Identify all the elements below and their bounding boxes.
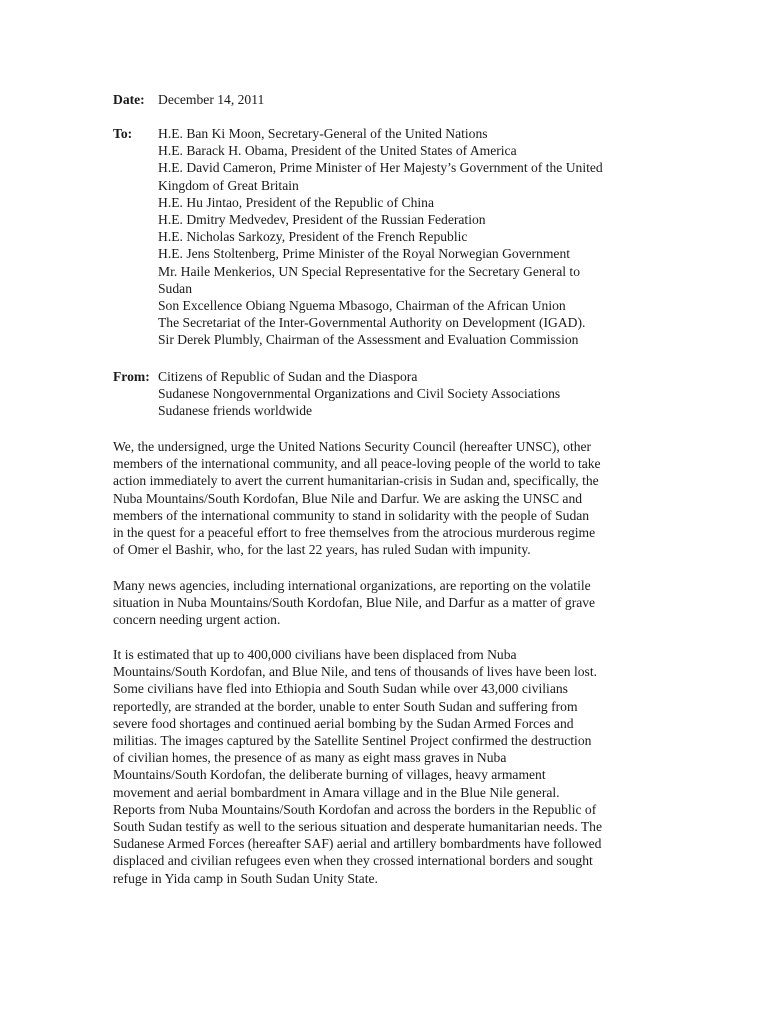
recipient-line: Sudan bbox=[158, 280, 192, 296]
body-paragraph-3 bbox=[113, 646, 663, 887]
paragraph-line: movement and aerial bombardment in Amara village and in the Blue Nile general. bbox=[113, 784, 560, 800]
recipient-line: H.E. Nicholas Sarkozy, President of the French Republic bbox=[158, 229, 468, 245]
paragraph-line: refuge in Yida camp in South Sudan Unity State. bbox=[113, 870, 378, 886]
paragraph-line: concern needing urgent action. bbox=[113, 612, 281, 628]
paragraph-line: Nuba Mountains/South Kordofan, Blue Nile and Darfur. We are asking the UNSC and bbox=[113, 490, 583, 506]
paragraph-line: militias. The images captured by the Satellite Sentinel Project confirmed the destruction bbox=[113, 733, 592, 749]
sender-line: Sudanese friends worldwide bbox=[158, 403, 313, 419]
paragraph-line: reportedly, are stranded at the border, unable to enter South Sudan and suffering from bbox=[113, 698, 578, 714]
sender-line: Sudanese Nongovernmental Organizations and Civil Society Associations bbox=[158, 386, 561, 402]
paragraph-line: Reports from Nuba Mountains/South Kordofan and across the borders in the Republic of bbox=[113, 801, 597, 817]
recipient-line: H.E. Dmitry Medvedev, President of the Russian Federation bbox=[158, 212, 486, 228]
recipients-list bbox=[158, 125, 678, 349]
date-label: Date: bbox=[113, 92, 145, 107]
paragraph-line: We, the undersigned, urge the United Nations Security Council (hereafter UNSC), other bbox=[113, 439, 592, 454]
paragraph-line: Many news agencies, including international organizations, are reporting on the volatile bbox=[113, 578, 591, 593]
recipient-line: The Secretariat of the Inter-Governmental Authority on Development (IGAD). bbox=[158, 315, 586, 331]
recipient-line: H.E. Ban Ki Moon, Secretary-General of the United Nations bbox=[158, 126, 488, 141]
paragraph-line: It is estimated that up to 400,000 civilians have been displaced from Nuba bbox=[113, 647, 517, 662]
paragraph-line: in the quest for a peaceful effort to free themselves from the atrocious murderous regime bbox=[113, 525, 596, 541]
paragraph-line: displaced and civilian refugees even when they crossed international borders and sought bbox=[113, 853, 593, 869]
date-value: December 14, 2011 bbox=[158, 92, 265, 107]
recipient-line: H.E. Hu Jintao, President of the Republic of China bbox=[158, 194, 434, 210]
body-paragraph-2 bbox=[113, 577, 663, 629]
paragraph-line: Some civilians have fled into Ethiopia and South Sudan while over 43,000 civilians bbox=[113, 681, 568, 697]
from-label: From: bbox=[113, 369, 150, 384]
paragraph-line: members of the international community to stand in solidarity with the people of Sudan bbox=[113, 507, 590, 523]
to-label: To: bbox=[113, 126, 133, 141]
paragraph-line: situation in Nuba Mountains/South Kordofan, Blue Nile, and Darfur as a matter of grave bbox=[113, 595, 596, 611]
paragraph-line: of Omer el Bashir, who, for the last 22 years, has ruled Sudan with impunity. bbox=[113, 542, 531, 558]
sender-line: Citizens of Republic of Sudan and the Diaspora bbox=[158, 369, 418, 384]
senders-block bbox=[113, 368, 673, 423]
body-paragraph-1 bbox=[113, 438, 663, 558]
date-row bbox=[113, 91, 673, 109]
recipient-line: Mr. Haile Menkerios, UN Special Representative for the Secretary General to bbox=[158, 263, 581, 279]
paragraph-line: Mountains/South Kordofan, the deliberate burning of villages, heavy armament bbox=[113, 767, 546, 783]
paragraph-line: severe food shortages and continued aerial bombing by the Sudan Armed Forces and bbox=[113, 715, 574, 731]
paragraph-line: Sudanese Armed Forces (hereafter SAF) aerial and artillery bombardments have followed bbox=[113, 836, 602, 852]
recipient-line: H.E. Jens Stoltenberg, Prime Minister of the Royal Norwegian Government bbox=[158, 246, 571, 262]
paragraph-line: action immediately to avert the current humanitarian-crisis in Sudan and, specifically, the bbox=[113, 473, 599, 489]
recipient-line: Sir Derek Plumbly, Chairman of the Assessment and Evaluation Commission bbox=[158, 332, 579, 348]
recipient-line: H.E. Barack H. Obama, President of the United States of America bbox=[158, 143, 517, 159]
paragraph-line: South Sudan testify as well to the serious situation and desperate humanitarian needs. The bbox=[113, 819, 603, 835]
senders-list bbox=[158, 368, 678, 420]
recipient-line: H.E. David Cameron, Prime Minister of Her Majesty’s Government of the United bbox=[158, 160, 603, 176]
paragraph-line: Mountains/South Kordofan, and Blue Nile, and tens of thousands of lives have been lost. bbox=[113, 664, 598, 680]
paragraph-line: members of the international community, and all peace-loving people of the world to take bbox=[113, 456, 601, 472]
recipient-line: Kingdom of Great Britain bbox=[158, 177, 299, 193]
recipient-line: Son Excellence Obiang Nguema Mbasogo, Chairman of the African Union bbox=[158, 298, 566, 314]
paragraph-line: of civilian homes, the presence of as many as eight mass graves in Nuba bbox=[113, 750, 507, 766]
recipients-block bbox=[113, 125, 673, 355]
